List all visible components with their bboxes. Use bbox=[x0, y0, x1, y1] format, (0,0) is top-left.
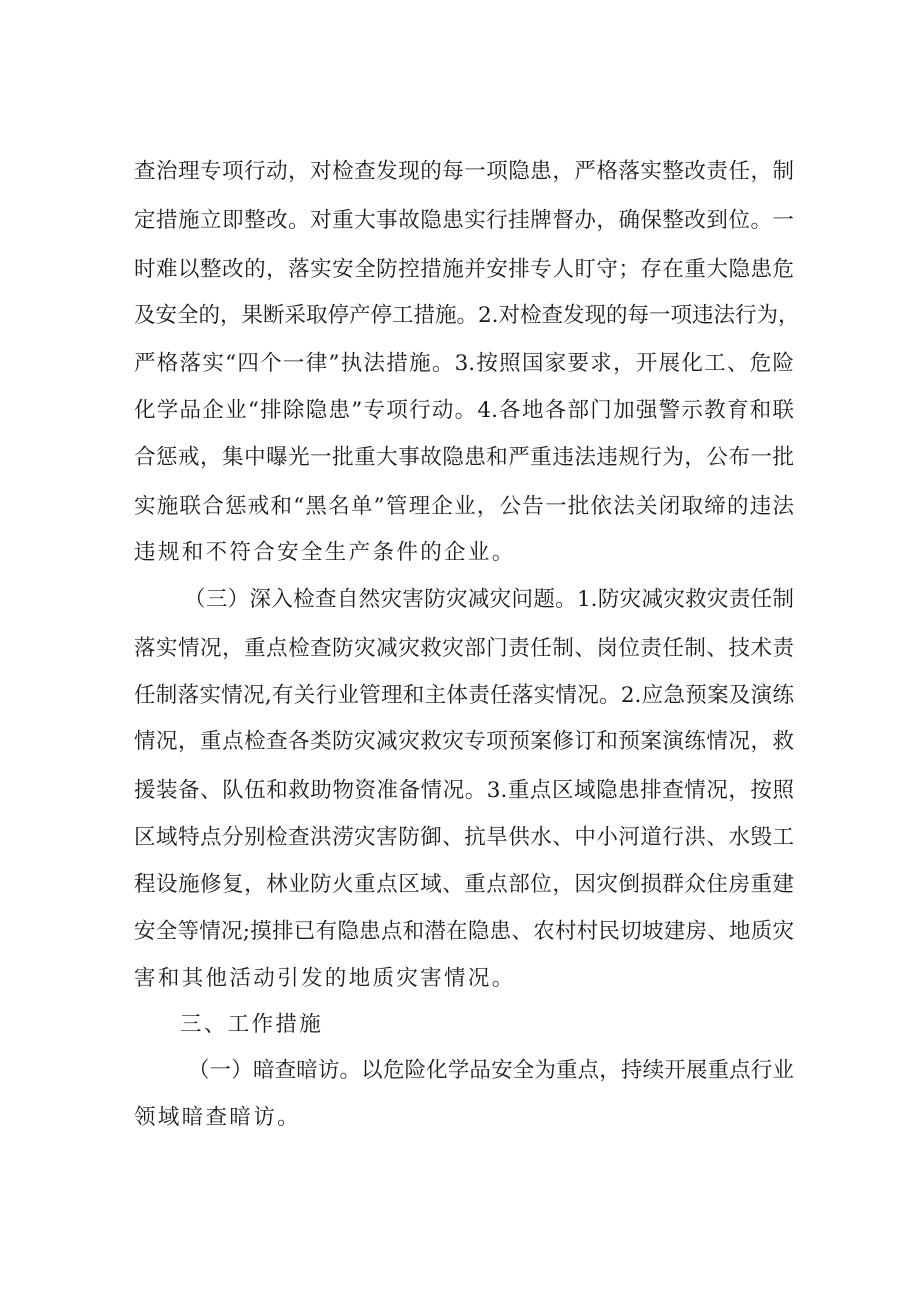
text-line: （一）暗查暗访。以危险化学品安全为重点，持续开展重点行业 bbox=[188, 1058, 794, 1083]
text-line: 任制落实情况,有关行业管理和主体责任落实情况。2.应急预案及演练 bbox=[134, 683, 794, 708]
text-line: 查治理专项行动，对检查发现的每一项隐患，严格落实整改责任，制 bbox=[134, 159, 794, 184]
text-line: 害和其他活动引发的地质灾害情况。 bbox=[134, 966, 516, 991]
section-heading: 三、工作措施 bbox=[180, 1012, 324, 1037]
text-line: 定措施立即整改。对重大事故隐患实行挂牌督办，确保整改到位。一 bbox=[134, 208, 794, 233]
text-line: 程设施修复，林业防火重点区域、重点部位，因灾倒损群众住房重建 bbox=[134, 872, 794, 897]
text-line: 落实情况，重点检查防灾减灾救灾部门责任制、岗位责任制、技术责 bbox=[134, 636, 794, 661]
text-line: 实施联合惩戒和“黑名单”管理企业，公告一批依法关闭取缔的违法 bbox=[134, 494, 794, 519]
text-line: 化学品企业“排除隐患”专项行动。4.各地各部门加强警示教育和联 bbox=[134, 398, 794, 423]
text-line: （三）深入检查自然灾害防灾减灾问题。1.防灾减灾救灾责任制 bbox=[184, 587, 794, 612]
text-line: 严格落实“四个一律”执法措施。3.按照国家要求，开展化工、危险 bbox=[134, 351, 794, 376]
text-line: 安全等情况;摸排已有隐患点和潜在隐患、农村村民切坡建房、地质灾 bbox=[134, 919, 794, 944]
text-line: 合惩戒，集中曝光一批重大事故隐患和严重违法违规行为，公布一批 bbox=[134, 445, 794, 470]
text-line: 区域特点分别检查洪涝灾害防御、抗旱供水、中小河道行洪、水毁工 bbox=[134, 825, 794, 850]
text-line: 违规和不符合安全生产条件的企业。 bbox=[134, 540, 516, 565]
text-line: 时难以整改的，落实安全防控措施并安排专人盯守；存在重大隐患危 bbox=[134, 257, 794, 282]
text-line: 及安全的，果断采取停产停工措施。2.对检查发现的每一项违法行为， bbox=[134, 303, 800, 328]
text-line: 情况，重点检查各类防灾减灾救灾专项预案修订和预案演练情况，救 bbox=[134, 729, 794, 754]
text-line: 领域暗查暗访。 bbox=[134, 1105, 301, 1130]
text-line: 援装备、队伍和救助物资准备情况。3.重点区域隐患排查情况，按照 bbox=[134, 778, 794, 803]
